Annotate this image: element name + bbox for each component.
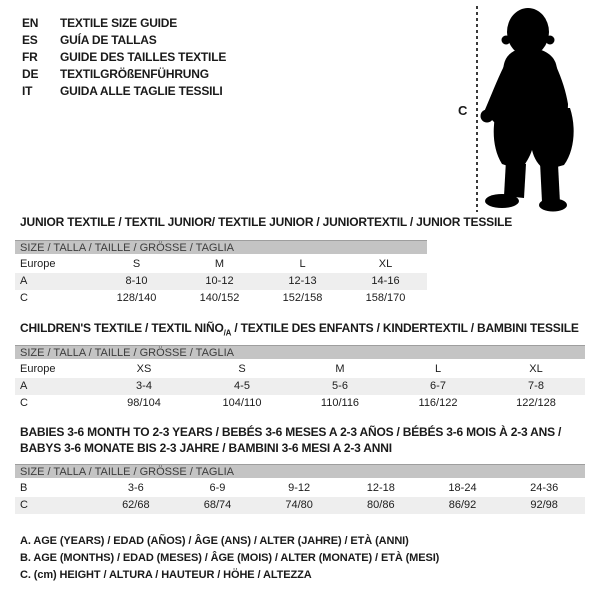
cell: XL	[529, 363, 543, 375]
cell: 86/92	[448, 499, 477, 511]
cell: 92/98	[530, 499, 558, 511]
children-title-part2: / TEXTILE DES ENFANTS / KINDERTEXTIL / BAMBINI TESSILE	[231, 321, 579, 335]
cell: 122/128	[516, 397, 556, 409]
cell: 3-6	[127, 482, 144, 494]
cell: 12-13	[288, 275, 317, 287]
row-label: C	[20, 292, 28, 304]
cell: S	[132, 258, 141, 270]
cell: 12-18	[366, 482, 395, 494]
children-title-part1: CHILDREN'S TEXTILE / TEXTIL NIÑO	[20, 321, 224, 335]
row-label: B	[20, 482, 28, 494]
size-header-bar: SIZE / TALLA / TAILLE / GRÖSSE / TAGLIA	[15, 464, 585, 478]
cell: 5-6	[332, 380, 348, 392]
cell: 6-7	[430, 380, 446, 392]
guide-title: GUIDA ALLE TAGLIE TESSILI	[60, 84, 223, 98]
language-row-fr	[22, 49, 226, 66]
cell: 7-8	[528, 380, 544, 392]
cell: 24-36	[530, 482, 559, 494]
size-header-bar: SIZE / TALLA / TAILLE / GRÖSSE / TAGLIA	[15, 240, 427, 254]
language-row-it	[22, 83, 226, 100]
table-row-age	[15, 378, 585, 395]
table-row-height	[15, 497, 585, 514]
cell: XL	[378, 258, 393, 270]
cell: 6-9	[209, 482, 226, 494]
row-label: C	[20, 397, 28, 409]
cell: 98/104	[127, 397, 161, 409]
junior-section-title: JUNIOR TEXTILE / TEXTIL JUNIOR/ TEXTILE JUNIOR / JUNIORTEXTIL / JUNIOR TESSILE	[20, 215, 513, 229]
cell: 152/158	[282, 292, 323, 304]
cell: L	[299, 258, 306, 270]
cell: 9-12	[288, 482, 311, 494]
language-code: DE	[22, 67, 39, 81]
cell: 116/122	[418, 397, 458, 409]
guide-title: GUIDE DES TAILLES TEXTILE	[60, 50, 227, 64]
babies-size-table	[15, 464, 585, 514]
babies-section-title	[20, 424, 561, 456]
guide-title: TEXTILGRÖßENFÜHRUNG	[60, 67, 209, 81]
children-size-table	[15, 345, 585, 412]
cell: 18-24	[448, 482, 477, 494]
cell: 14-16	[371, 275, 400, 287]
children-section-title	[20, 320, 579, 341]
cell: 110/116	[320, 397, 360, 409]
legend-footnotes	[20, 533, 439, 584]
cell: L	[434, 363, 442, 375]
cell: 3-4	[136, 380, 152, 392]
language-row-es	[22, 32, 226, 49]
cell: 10-12	[205, 275, 234, 287]
table-row-age	[15, 273, 427, 290]
cell: M	[335, 363, 345, 375]
cell: 128/140	[116, 292, 157, 304]
babies-title-line1: BABIES 3-6 MONTH TO 2-3 YEARS / BEBÉS 3-6 MESES A 2-3 AÑOS / BÉBÉS 3-6 MOIS À 2-3 ANS /	[20, 425, 562, 439]
row-label: C	[20, 499, 28, 511]
cell: 80/86	[367, 499, 395, 511]
cell: S	[238, 363, 246, 375]
cell: M	[214, 258, 225, 270]
height-measure-label: C	[458, 103, 468, 118]
footnote-a: A. AGE (YEARS) / EDAD (AÑOS) / ÂGE (ANS) / ALTER (JAHRE) / ETÀ (ANNI)	[20, 535, 409, 547]
children-title-subscript: /A	[223, 328, 232, 338]
footnote-b: B. AGE (MONTHS) / EDAD (MESES) / ÂGE (MOIS) / ALTER (MONATE) / ETÀ (MESI)	[20, 552, 440, 564]
babies-title-line2: BABYS 3-6 MONATE BIS 2-3 JAHRE / BAMBINI 3-6 MESI A 2-3 ANNI	[20, 441, 392, 455]
language-code: FR	[22, 50, 38, 64]
row-label: Europe	[20, 363, 56, 375]
table-row-months	[15, 480, 585, 497]
row-label: A	[20, 380, 28, 392]
language-code: EN	[22, 16, 39, 30]
cell: 74/80	[285, 499, 313, 511]
table-row-europe	[15, 361, 585, 378]
cell: 140/152	[199, 292, 240, 304]
table-row-height	[15, 395, 585, 412]
cell: 4-5	[234, 380, 250, 392]
cell: XS	[136, 363, 152, 375]
row-label: Europe	[20, 258, 56, 270]
cell: 68/74	[203, 499, 232, 511]
cell: 104/110	[222, 397, 262, 409]
cell: 8-10	[125, 275, 148, 287]
cell: 158/170	[365, 292, 406, 304]
language-row-de	[22, 66, 226, 83]
guide-title: GUÍA DE TALLAS	[60, 33, 157, 47]
size-header-bar: SIZE / TALLA / TAILLE / GRÖSSE / TAGLIA	[15, 345, 585, 359]
guide-title: TEXTILE SIZE GUIDE	[60, 16, 178, 30]
height-measure-dotted-line	[476, 6, 478, 212]
table-row-europe	[15, 256, 427, 273]
table-row-height	[15, 290, 427, 307]
language-code: ES	[22, 33, 38, 47]
cell: 62/68	[122, 499, 150, 511]
language-title-list	[22, 15, 226, 100]
baby-silhouette-icon	[480, 4, 594, 214]
footnote-c: C. (cm) HEIGHT / ALTURA / HAUTEUR / HÖHE / ALTEZZA	[20, 569, 312, 581]
language-code: IT	[22, 84, 33, 98]
junior-size-table	[15, 240, 427, 307]
row-label: A	[20, 275, 28, 287]
language-row-en	[22, 15, 226, 32]
